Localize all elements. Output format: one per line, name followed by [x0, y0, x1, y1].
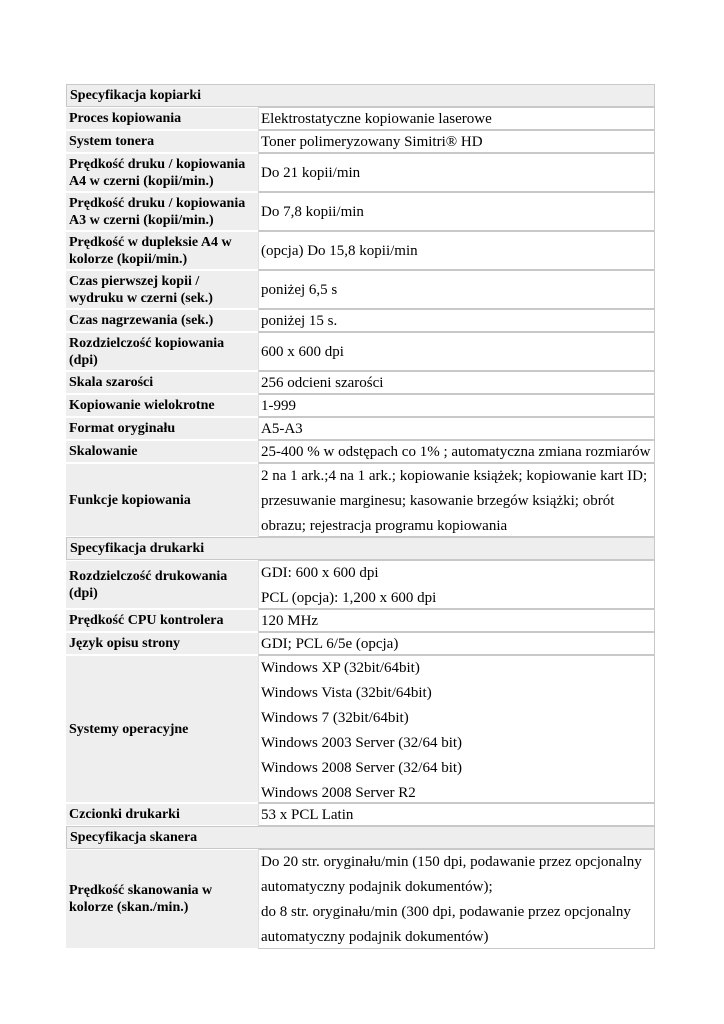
value-line: do 8 str. oryginału/min (300 dpi, podawanie przez opcjonalny — [261, 904, 631, 920]
value-line: Do 7,8 kopii/min — [261, 203, 364, 220]
table-row — [66, 609, 655, 632]
table-row — [66, 332, 655, 371]
table-row — [66, 192, 655, 231]
value-line: Windows 2008 Server (32/64 bit) — [261, 760, 463, 776]
value-line: 120 MHz — [261, 612, 319, 629]
table-row — [66, 417, 655, 440]
row-value — [258, 609, 655, 632]
row-label: Rozdzielczość drukowania (dpi) — [66, 560, 258, 609]
row-label: Prędkość druku / kopiowania A3 w czerni (kopii/min.) — [66, 192, 258, 231]
value-line: Do 20 str. oryginału/min (150 dpi, podawanie przez opcjonalny — [261, 854, 642, 870]
row-value — [258, 440, 655, 463]
value-line: Windows 2003 Server (32/64 bit) — [261, 735, 463, 751]
value-line: (opcja) Do 15,8 kopii/min — [261, 242, 418, 259]
table-row — [66, 632, 655, 655]
row-value — [258, 803, 655, 826]
row-value — [258, 130, 655, 153]
table-row — [66, 130, 655, 153]
value-line: 2 na 1 ark.;4 na 1 ark.; kopiowanie książek; kopiowanie kart ID; — [261, 468, 648, 484]
row-label: Format oryginału — [66, 417, 258, 440]
row-value — [258, 192, 655, 231]
table-row — [66, 371, 655, 394]
row-label: Systemy operacyjne — [66, 655, 258, 803]
row-value — [258, 153, 655, 192]
table-row — [66, 440, 655, 463]
row-value — [258, 231, 655, 270]
value-line: GDI; PCL 6/5e (opcja) — [261, 635, 399, 652]
value-line: Do 21 kopii/min — [261, 164, 361, 181]
row-label: Skalowanie — [66, 440, 258, 463]
row-label: Skala szarości — [66, 371, 258, 394]
value-line: GDI: 600 x 600 dpi — [261, 565, 379, 581]
table-row — [66, 270, 655, 309]
section-header: Specyfikacja drukarki — [66, 537, 655, 560]
table-row — [66, 655, 655, 803]
row-label: Prędkość CPU kontrolera — [66, 609, 258, 632]
row-label: System tonera — [66, 130, 258, 153]
row-label: Proces kopiowania — [66, 107, 258, 130]
value-line: 53 x PCL Latin — [261, 806, 354, 823]
value-line: Toner polimeryzowany Simitri® HD — [261, 133, 483, 150]
row-value — [258, 849, 655, 949]
table-row — [66, 463, 655, 537]
value-line: 25-400 % w odstępach co 1% ; automatyczna zmiana rozmiarów — [261, 443, 651, 460]
value-line: 600 x 600 dpi — [261, 343, 344, 360]
row-value — [258, 655, 655, 803]
value-line: automatyczny podajnik dokumentów); — [261, 879, 493, 895]
table-row — [66, 803, 655, 826]
row-value — [258, 632, 655, 655]
value-line: A5-A3 — [261, 420, 303, 437]
value-line: Windows 2008 Server R2 — [261, 785, 416, 801]
row-value — [258, 371, 655, 394]
row-label: Prędkość w dupleksie A4 w kolorze (kopii/min.) — [66, 231, 258, 270]
value-line: PCL (opcja): 1,200 x 600 dpi — [261, 590, 437, 606]
row-label: Język opisu strony — [66, 632, 258, 655]
section-header: Specyfikacja skanera — [66, 826, 655, 849]
table-row — [66, 560, 655, 609]
value-line: Windows Vista (32bit/64bit) — [261, 685, 432, 701]
row-label: Prędkość skanowania w kolorze (skan./min.) — [66, 849, 258, 949]
table-row — [66, 394, 655, 417]
row-label: Funkcje kopiowania — [66, 463, 258, 537]
value-line: obrazu; rejestracja programu kopiowania — [261, 518, 508, 534]
value-line: poniżej 6,5 s — [261, 281, 338, 298]
value-line: Elektrostatyczne kopiowanie laserowe — [261, 110, 492, 127]
row-label: Czcionki drukarki — [66, 803, 258, 826]
value-line: 1-999 — [261, 397, 296, 414]
table-row — [66, 309, 655, 332]
row-label: Rozdzielczość kopiowania (dpi) — [66, 332, 258, 371]
table-row — [66, 231, 655, 270]
value-line: Windows XP (32bit/64bit) — [261, 660, 420, 676]
row-label: Czas nagrzewania (sek.) — [66, 309, 258, 332]
table-row — [66, 107, 655, 130]
row-value — [258, 332, 655, 371]
table-row — [66, 849, 655, 949]
row-value — [258, 107, 655, 130]
row-value — [258, 417, 655, 440]
row-value — [258, 270, 655, 309]
row-value — [258, 309, 655, 332]
row-label: Czas pierwszej kopii / wydruku w czerni (sek.) — [66, 270, 258, 309]
section-header: Specyfikacja kopiarki — [66, 84, 655, 107]
row-value — [258, 560, 655, 609]
row-label: Kopiowanie wielokrotne — [66, 394, 258, 417]
value-line: przesuwanie marginesu; kasowanie brzegów książki; obrót — [261, 493, 615, 509]
value-line: poniżej 15 s. — [261, 312, 338, 329]
table-row — [66, 153, 655, 192]
value-line: automatyczny podajnik dokumentów) — [261, 929, 489, 945]
row-value — [258, 463, 655, 537]
row-value — [258, 394, 655, 417]
value-line: Windows 7 (32bit/64bit) — [261, 710, 409, 726]
value-line: 256 odcieni szarości — [261, 374, 384, 391]
row-label: Prędkość druku / kopiowania A4 w czerni (kopii/min.) — [66, 153, 258, 192]
spec-table — [66, 84, 655, 949]
